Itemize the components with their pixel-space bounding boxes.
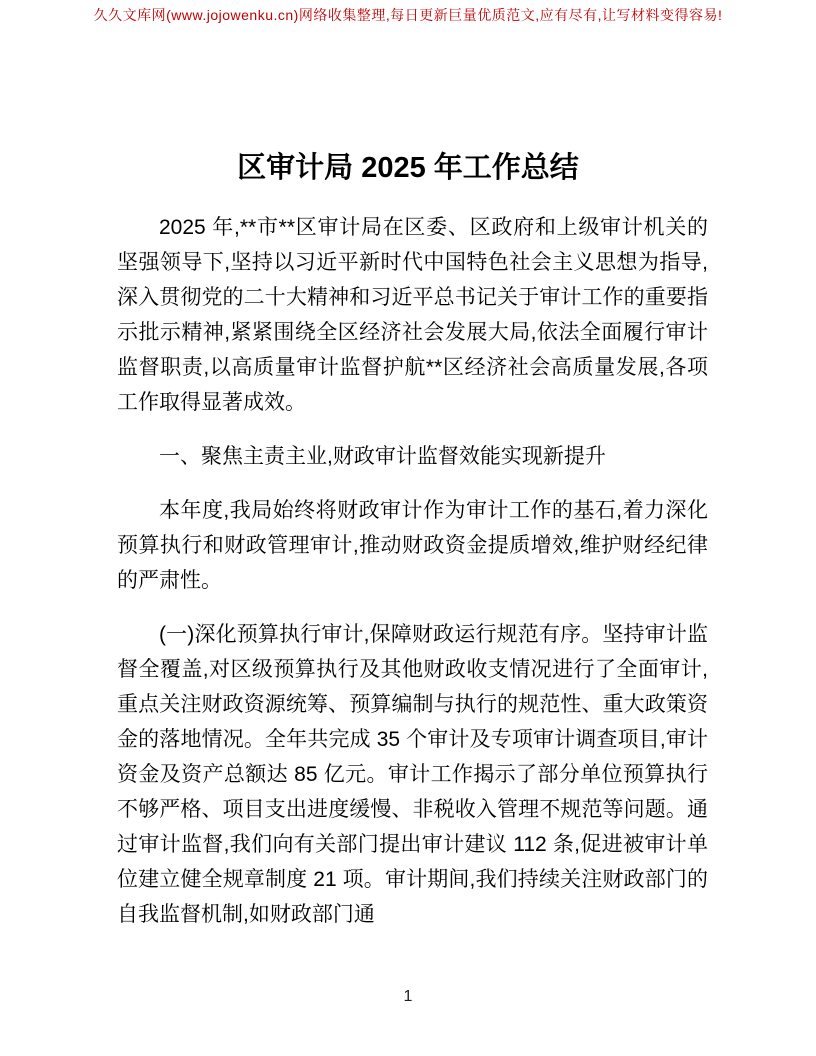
section-heading-1: 一、聚焦主责主业,财政审计监督效能实现新提升 bbox=[159, 445, 606, 468]
section1-paragraph-1: 本年度,我局始终将财政审计作为审计工作的基石,着力深化预算执行和财政管理审计,推动财政资金提质增效,维护财经纪律的严肃性。 bbox=[117, 499, 708, 592]
document-body bbox=[117, 210, 708, 932]
intro-paragraph: 2025 年,**市**区审计局在区委、区政府和上级审计机关的坚强领导下,坚持以习近平新时代中国特色社会主义思想为指导,深入贯彻党的二十大精神和习近平总书记关于审计工作的重要指示批示精神,紧紧围绕全区经济社会发展大局,依法全面履行审计监督职责,以高质量审计监督护航**区经济社会高质量发展,各项工作取得显著成效。 bbox=[117, 216, 708, 414]
watermark-header-text: 久久文库网(www.jojowenku.cn)网络收集整理,每日更新巨量优质范文,应有尽有,让写材料变得容易! bbox=[93, 7, 723, 23]
page-number: 1 bbox=[403, 988, 413, 1005]
page-footer bbox=[0, 988, 816, 1006]
watermark-header bbox=[0, 6, 816, 24]
section1-paragraph-2: (一)深化预算执行审计,保障财政运行规范有序。坚持审计监督全覆盖,对区级预算执行及其他财政收支情况进行了全面审计,重点关注财政资源统筹、预算编制与执行的规范性、重大政策资金的落地情况。全年共完成 35 个审计及专项审计调查项目,审计资金及资产总额达 85 亿元。审计工作揭示了部分单位预算执行不够严格、项目支出进度缓慢、非税收入管理不规范等问题。通过审计监督,我们向有关部门提出审计建议 112 条,促进被审计单位建立健全规章制度 21 项。审计期间,我们持续关注财政部门的自我监督机制,如财政部门通 bbox=[117, 623, 708, 926]
page-title: 区审计局 2025 年工作总结 bbox=[237, 152, 579, 184]
